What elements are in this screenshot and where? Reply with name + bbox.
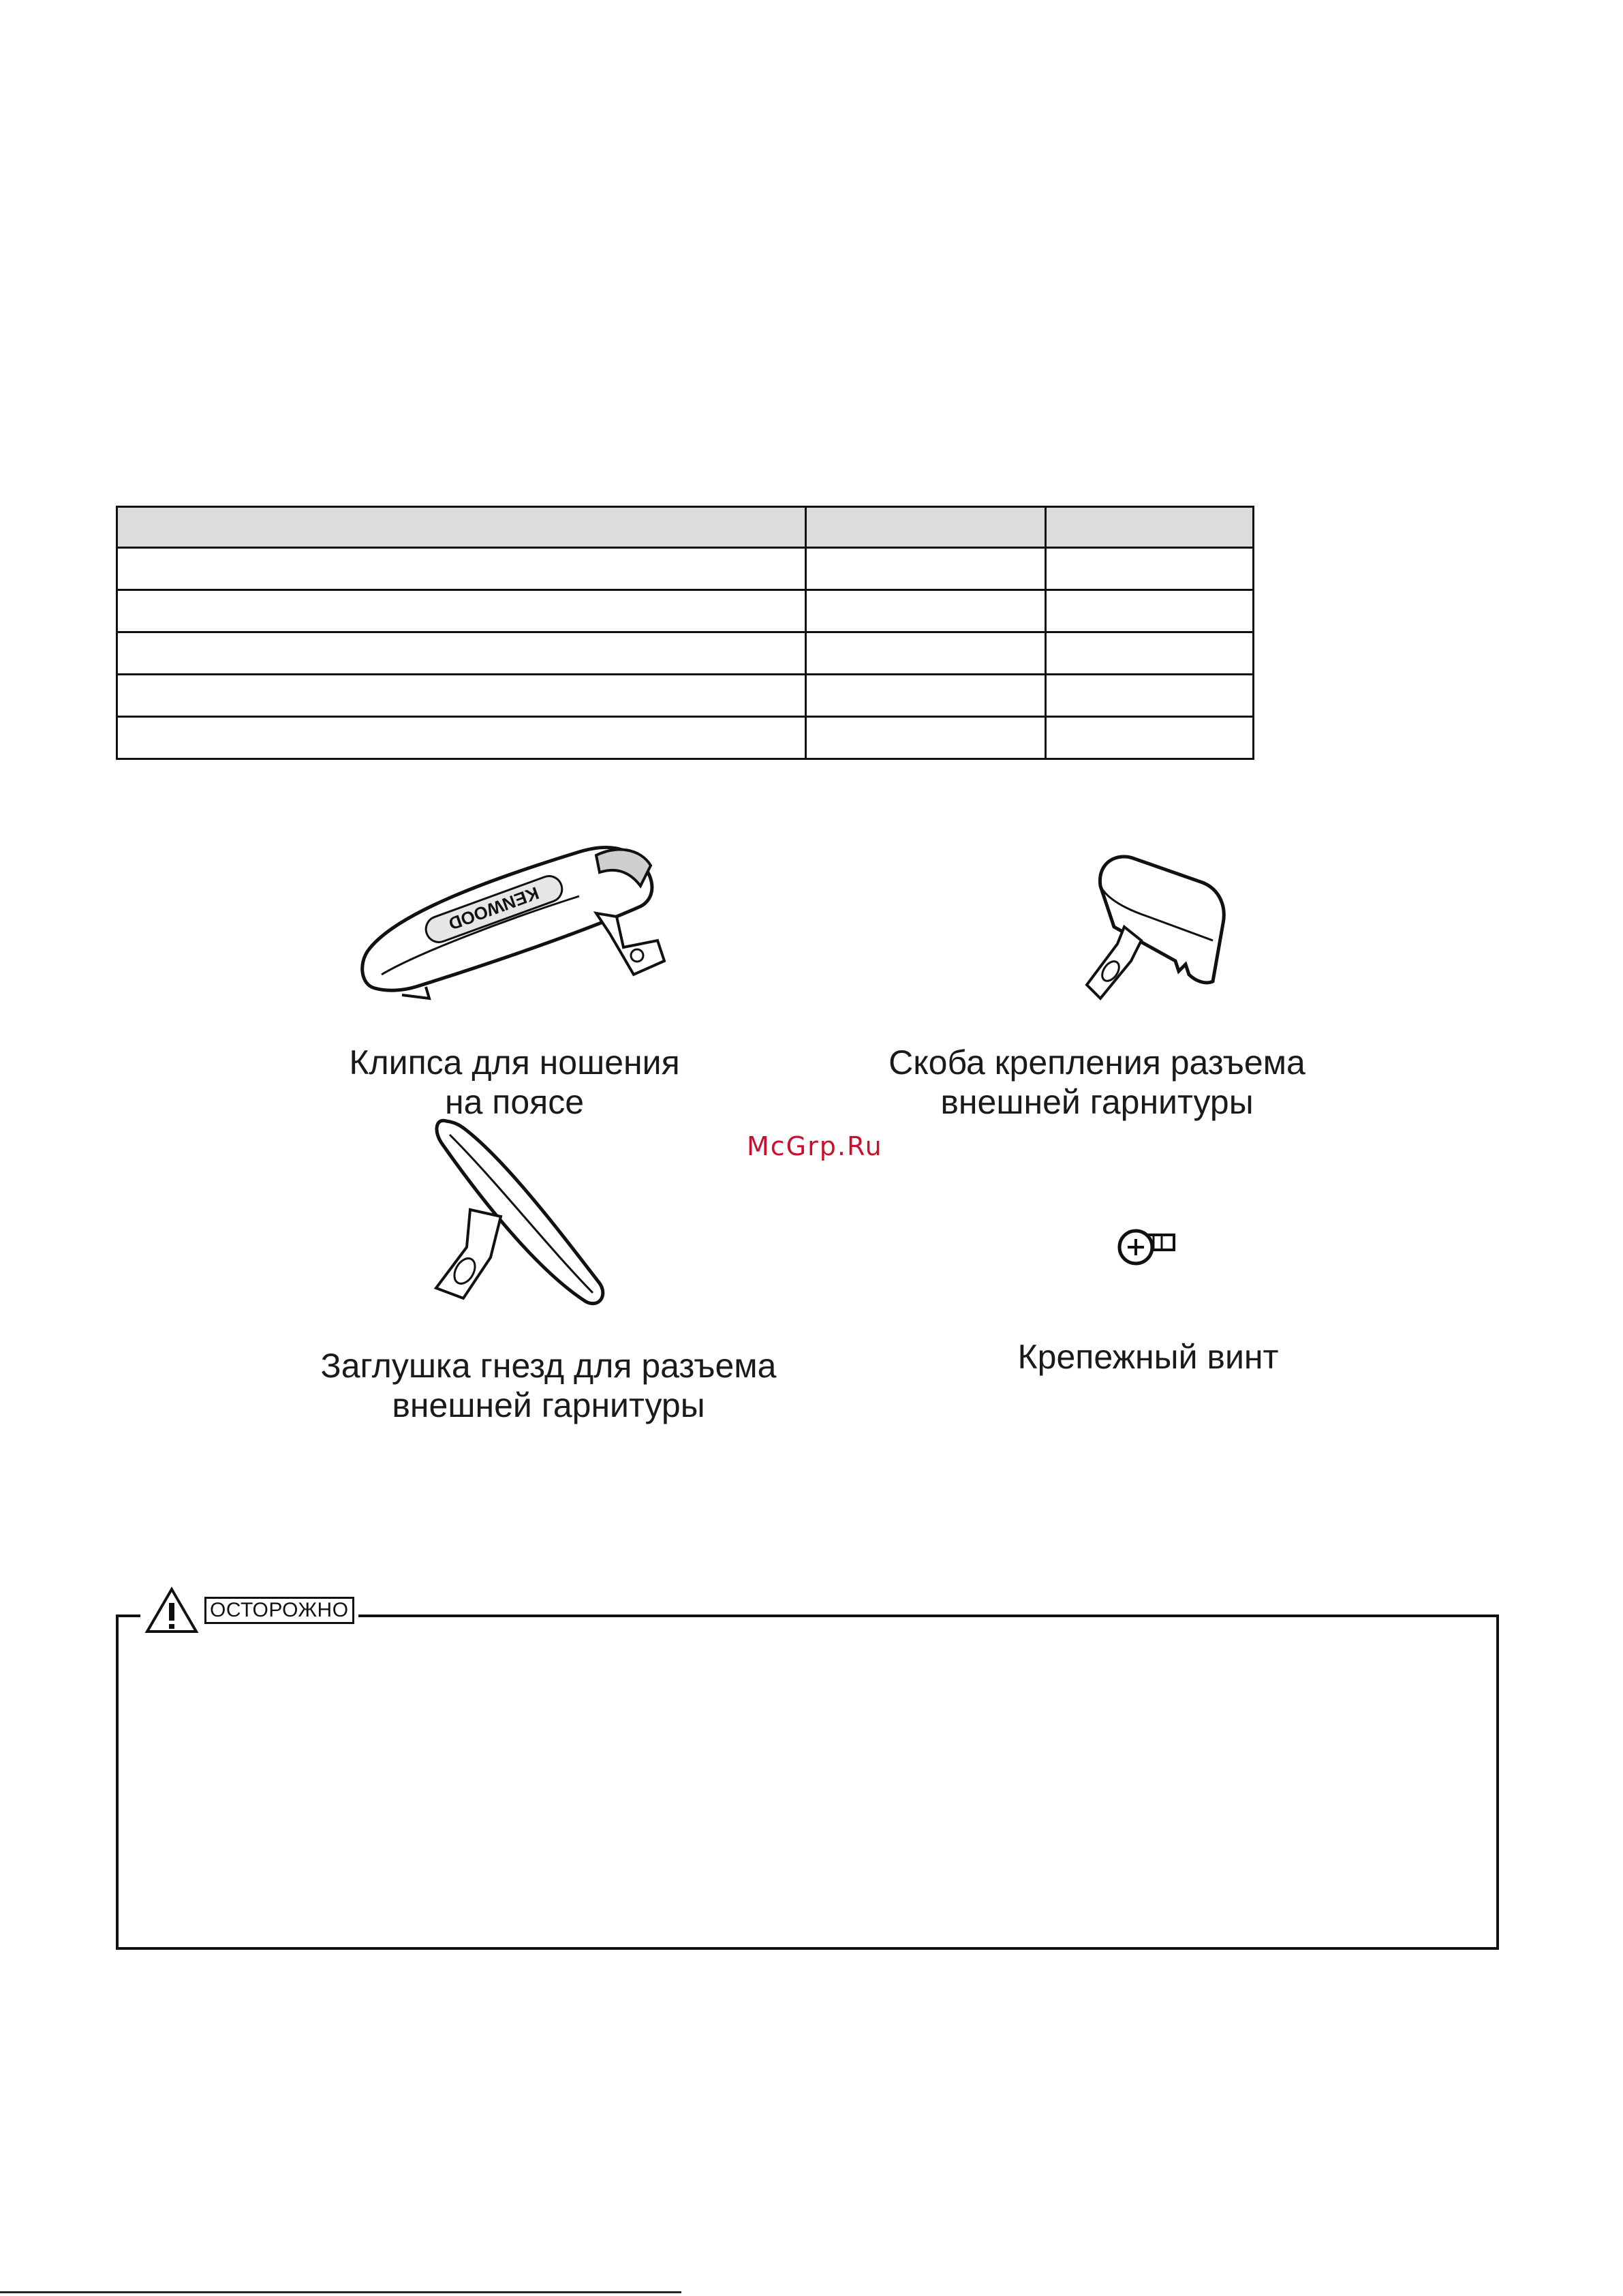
table-cell [1046,507,1254,548]
table-cell [806,548,1046,590]
table-row [117,548,1254,590]
table-row [117,675,1254,717]
table-row [117,590,1254,632]
table-cell [1046,590,1254,632]
table-cell [1046,632,1254,675]
table-cell [1046,675,1254,717]
watermark: McGrp.Ru [747,1131,883,1161]
table-cell [117,675,806,717]
belt-clip-logo: KENWOOD [446,883,542,934]
table-cell [117,717,806,759]
caution-box [116,1614,1499,1950]
table-cell [117,548,806,590]
table-cell [117,507,806,548]
table-row [117,717,1254,759]
screw-illustration [1114,1220,1182,1274]
headset-bracket-caption: Скоба крепления разъема внешней гарнитуры [888,1043,1305,1121]
warning-triangle-icon [144,1587,199,1634]
table-cell [117,632,806,675]
jack-cap-illustration [422,1107,613,1312]
jack-cap-caption: Заглушка гнезд для разъема внешней гарнитуры [320,1347,777,1424]
table-cell [1046,717,1254,759]
belt-clip-caption: Клипса для ношения на поясе [349,1043,680,1121]
table-header-row [117,507,1254,548]
table-row [117,632,1254,675]
table-cell [806,632,1046,675]
table-cell [117,590,806,632]
headset-bracket-illustration [1060,845,1243,1009]
table-cell [806,675,1046,717]
parts-table [116,506,1254,760]
footer-rule [0,2291,681,2293]
screw-caption: Крепежный винт [1017,1338,1279,1376]
belt-clip-illustration [354,831,695,1009]
caution-label: ОСТОРОЖНО [204,1597,354,1624]
table-cell [806,507,1046,548]
table-cell [806,717,1046,759]
table-cell [1046,548,1254,590]
caution-header [140,1587,358,1634]
table-cell [806,590,1046,632]
